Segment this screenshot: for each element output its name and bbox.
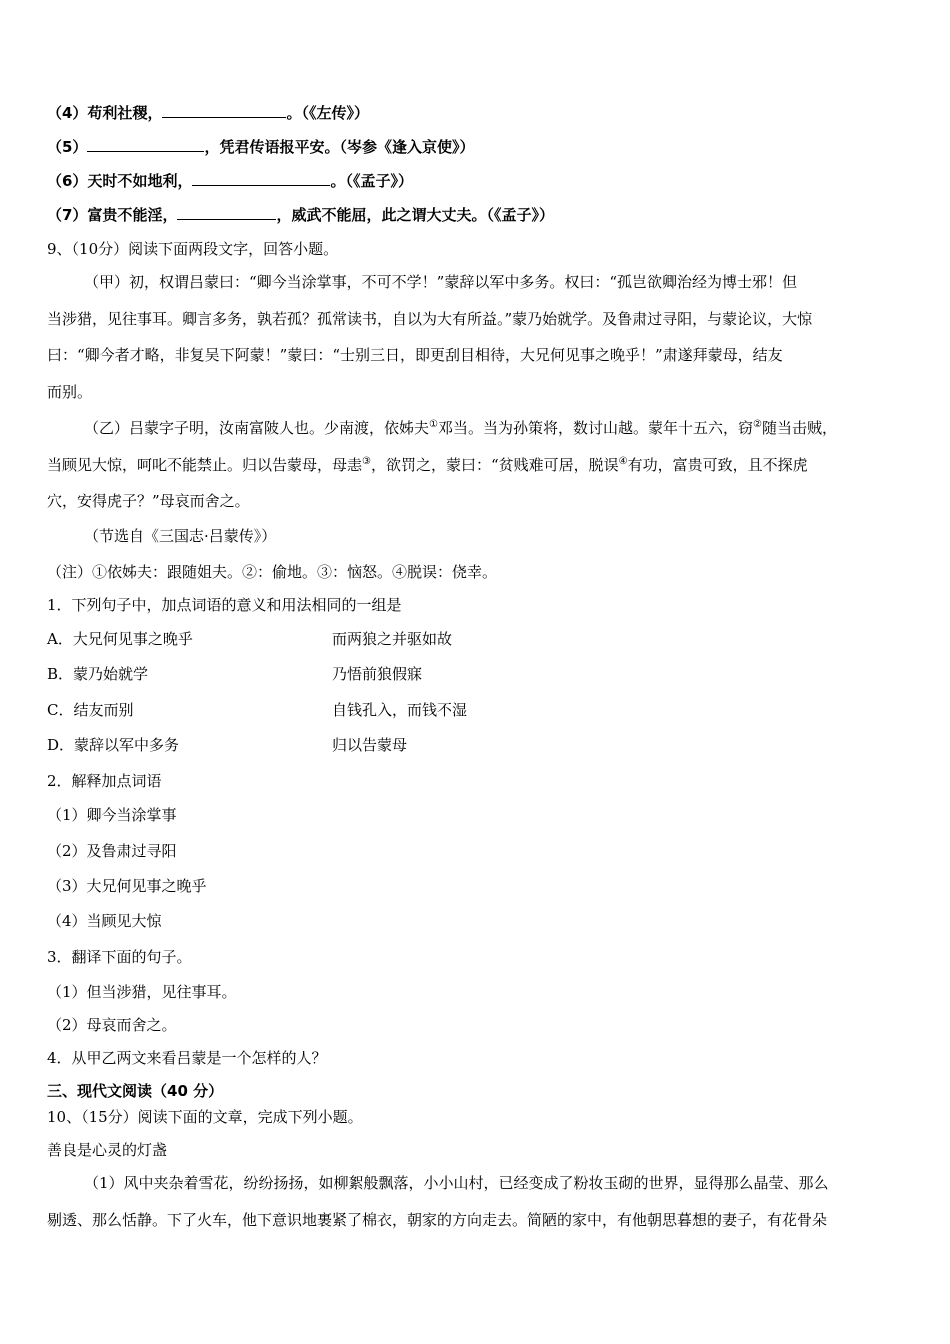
footnote-marker: ② — [753, 419, 762, 430]
option-b[interactable]: B．蒙乃始就学 乃悟前狼假寐 — [47, 665, 423, 683]
passage-line: （1）风中夹杂着雪花，纷纷扬扬，如柳絮般飘落，小小山村，已经变成了粉妆玉砌的世界，显得那么晶莹、那么 — [84, 1174, 829, 1192]
sub-question-2: 2．解释加点词语 — [47, 772, 162, 790]
option-d[interactable]: D．蒙辞以军中多务 归以告蒙母 — [47, 736, 408, 754]
article-title: 善良是心灵的灯盏 — [47, 1141, 168, 1159]
fill-item-6 — [47, 171, 413, 191]
passage-source: （节选自《三国志·吕蒙传》） — [84, 527, 277, 545]
list-item: （4）当顾见大惊 — [47, 912, 162, 930]
passage-line: （甲）初，权谓吕蒙曰：“卿今当涂掌事，不可不学！”蒙辞以军中多务。权曰：“孤岂欲卿治经为博士邪！但 — [84, 273, 798, 291]
footnote-marker: ④ — [618, 455, 628, 467]
list-item: （1）但当涉猎，见往事耳。 — [47, 983, 237, 1001]
passage-line: 曰：“卿今者才略，非复吴下阿蒙！”蒙曰：“士别三日，即更刮目相待，大兄何见事之晚乎！”肃遂拜蒙母，结友 — [47, 346, 783, 364]
fill-item-text: ，凭君传语报平安。（岑参《逢入京使》） — [204, 138, 475, 156]
fill-item-text: 。（《左传》） — [286, 104, 369, 122]
q9-heading: 9、（10分）阅读下面两段文字，回答小题。 — [47, 240, 339, 258]
fill-item-text: ，威武不能屈，此之谓大丈夫。（《孟子》） — [276, 206, 554, 224]
passage-line: （乙）吕蒙字子明，汝南富陂人也。少南渡，依姊夫①邓当。当为孙策将，数讨山越。蒙年十五六，窃②随当击贼， — [84, 419, 837, 437]
passage-line: 剔透、那么恬静。下了火车，他下意识地裹紧了棉衣，朝家的方向走去。简陋的家中，有他朝思暮想的妻子，有花骨朵 — [47, 1210, 828, 1229]
passage-line: 而别。 — [47, 382, 93, 401]
passage-line: 当顾见大惊，呵叱不能禁止。归以告蒙母，母恚③，欲罚之，蒙曰：“贫贱难可居，脱误④有功，富贵可致，且不探虎 — [47, 455, 808, 474]
fill-item-text: （4）苟利社稷， — [47, 104, 163, 122]
option-a[interactable]: A．大兄何见事之晚乎 而两狼之并驱如故 — [47, 630, 453, 648]
passage-jia — [47, 264, 905, 410]
list-item: （2）母哀而舍之。 — [47, 1016, 177, 1034]
annotation-note: （注）①依姊夫：跟随姐夫。②：偷地。③：恼怒。④脱误：侥幸。 — [47, 563, 498, 581]
list-item: （2）及鲁肃过寻阳 — [47, 842, 177, 860]
list-item: （1）卿今当涂掌事 — [47, 806, 177, 824]
sub-question-3: 3．翻译下面的句子。 — [47, 948, 192, 966]
passage-line: 当涉猎，见往事耳。卿言多务，孰若孤？孤常读书，自以为大有所益。”蒙乃始就学。及鲁肃过寻阳，与蒙论议，大惊 — [47, 309, 813, 328]
sub-question-1: 1．下列句子中，加点词语的意义和用法相同的一组是 — [47, 596, 402, 614]
fill-item-7 — [47, 205, 554, 225]
article-paragraph-1 — [47, 1165, 905, 1238]
answer-blank[interactable] — [162, 103, 286, 118]
passage-yi — [47, 410, 905, 520]
answer-blank[interactable] — [87, 137, 204, 152]
list-item: （3）大兄何见事之晚乎 — [47, 877, 207, 895]
passage-line: 穴，安得虎子？”母哀而舍之。 — [47, 492, 250, 510]
footnote-marker: ① — [429, 419, 438, 430]
answer-blank[interactable] — [192, 171, 330, 186]
fill-item-text: 。（《孟子》） — [330, 172, 413, 190]
sub-question-4: 4．从甲乙两文来看吕蒙是一个怎样的人？ — [47, 1049, 327, 1067]
section-heading: 三、现代文阅读（40 分） — [47, 1082, 224, 1100]
fill-item-text: （5） — [47, 138, 88, 156]
option-c[interactable]: C．结友而别 自钱孔入，而钱不湿 — [47, 701, 468, 719]
fill-item-text: （6）天时不如地利， — [47, 172, 193, 190]
fill-item-5 — [47, 137, 474, 157]
q10-heading: 10、（15分）阅读下面的文章，完成下列小题。 — [47, 1108, 363, 1126]
answer-blank[interactable] — [177, 205, 276, 220]
fill-item-text: （7）富贵不能淫， — [47, 206, 178, 224]
footnote-marker: ③ — [362, 455, 371, 467]
fill-item-4 — [47, 103, 369, 123]
